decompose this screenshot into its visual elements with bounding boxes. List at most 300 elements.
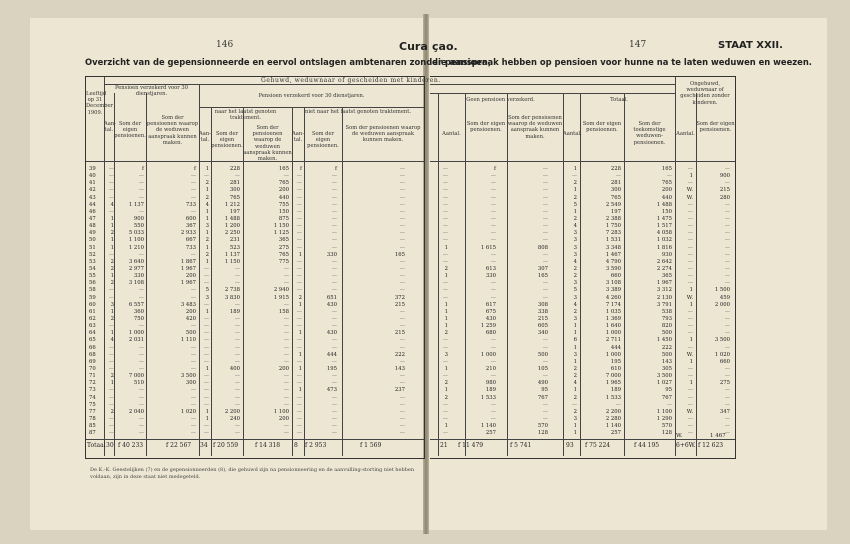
table-cell: 280 (719, 194, 730, 201)
table-cell: 200 (661, 187, 672, 194)
table-cell: 2 711 (605, 337, 621, 344)
table-cell: 500 (537, 351, 548, 358)
table-cell: — (138, 251, 144, 258)
table-cell: 215 (537, 315, 548, 322)
table-cell: — (490, 344, 496, 351)
table-cell: — (331, 323, 337, 330)
table-cell: 4 (573, 223, 577, 230)
table-cell: — (108, 173, 114, 180)
table-cell: 4 (573, 258, 577, 265)
left-page-number: 146 (216, 40, 234, 50)
no-pension-header: Geen pensioen verzekerd. (466, 97, 535, 103)
table-cell: — (234, 344, 240, 351)
table-cell: — (296, 173, 302, 180)
table-cell: — (234, 273, 240, 280)
table-cell: 2 250 (224, 230, 240, 237)
table-cell: — (108, 187, 114, 194)
table-cell: 1 967 (656, 280, 672, 287)
table-cell: — (687, 258, 693, 265)
table-cell: 523 (229, 244, 240, 251)
table-cell: 1 (205, 415, 209, 422)
table-cell: 767 (537, 394, 548, 401)
table-cell: 400 (229, 365, 240, 372)
table-cell: — (399, 337, 405, 344)
c-own-column (305, 167, 337, 438)
table-cell: 197 (610, 208, 621, 215)
table-cell: — (542, 208, 548, 215)
table-cell: 1 290 (656, 415, 672, 422)
table-cell: 750 (133, 315, 144, 322)
table-cell: — (138, 194, 144, 201)
table-cell: 1 (110, 380, 114, 387)
table-cell: 660 (719, 358, 730, 365)
table-cell: 2 933 (180, 230, 196, 237)
table-cell: — (331, 337, 337, 344)
title-right-part: çao. (432, 40, 458, 53)
table-cell: 2 642 (656, 258, 672, 265)
table-cell: — (203, 394, 209, 401)
table-cell: 1 (573, 208, 577, 215)
table-cell: — (331, 430, 337, 437)
table-cell: 1 (205, 365, 209, 372)
table-cell: 66 (89, 344, 96, 351)
table-cell: 875 (278, 215, 289, 222)
table-cell: 165 (661, 166, 672, 172)
table-cell: 43 (89, 194, 96, 201)
table-cell: 2 000 (714, 301, 730, 308)
table-cell: — (296, 194, 302, 201)
table-cell: 765 (661, 180, 672, 187)
table-cell: 1 (205, 308, 209, 315)
table-cell: — (442, 201, 448, 208)
table-cell: 231 (229, 237, 240, 244)
table-cell: 2 130 (656, 294, 672, 301)
table-cell: 733 (185, 244, 196, 251)
table-cell: 59 (89, 294, 96, 301)
table-cell: — (331, 194, 337, 201)
table-cell: — (542, 173, 548, 180)
table-cell: 360 (133, 308, 144, 315)
table-cell: — (234, 358, 240, 365)
table-cell: — (234, 280, 240, 287)
table-cell: 1 (205, 244, 209, 251)
table-cell: — (283, 423, 289, 430)
table-cell: 2 031 (128, 337, 144, 344)
table-cell: 900 (719, 173, 730, 180)
table-cell: — (190, 430, 196, 437)
table-cell: — (108, 401, 114, 408)
table-cell: — (724, 373, 730, 380)
table-cell: 47 (89, 215, 96, 222)
table-cell: — (490, 294, 496, 301)
table-cell: 7 000 (128, 373, 144, 380)
table-cell: — (687, 230, 693, 237)
table-cell: 793 (661, 315, 672, 322)
table-cell: — (724, 394, 730, 401)
table-cell: 3 108 (605, 280, 621, 287)
table-cell: — (138, 173, 144, 180)
table-cell: 281 (229, 180, 240, 187)
table-cell: — (331, 215, 337, 222)
table-cell: — (283, 430, 289, 437)
table-cell: 200 (278, 365, 289, 372)
table-cell: 1 369 (605, 315, 621, 322)
table-cell: — (399, 323, 405, 330)
table-cell: — (283, 273, 289, 280)
table-cell: — (296, 401, 302, 408)
table-cell: — (724, 308, 730, 315)
table-cell: — (203, 330, 209, 337)
table-cell: 228 (610, 166, 621, 172)
u-count-column (679, 167, 693, 438)
table-cell: — (399, 223, 405, 230)
table-cell: — (615, 173, 621, 180)
table-cell: — (442, 237, 448, 244)
table-cell: 1 (444, 308, 448, 315)
table-cell: 72 (89, 380, 96, 387)
table-cell: 365 (278, 237, 289, 244)
table-cell: 1 035 (605, 308, 621, 315)
table-cell: 610 (610, 365, 621, 372)
table-cell: 1 867 (180, 258, 196, 265)
total-c-own: f 2 953 (305, 442, 327, 449)
table-cell: — (490, 180, 496, 187)
table-cell: 4 (573, 301, 577, 308)
table-cell: 58 (89, 287, 96, 294)
table-cell: — (283, 315, 289, 322)
table-cell: 1 137 (224, 251, 240, 258)
table-cell: W. (686, 187, 693, 194)
table-cell: 1 967 (180, 265, 196, 272)
table-cell: — (687, 315, 693, 322)
table-cell: — (490, 215, 496, 222)
table-cell: — (331, 280, 337, 287)
table-cell: — (296, 415, 302, 422)
table-cell: 39 (89, 166, 96, 172)
table-cell: 500 (661, 330, 672, 337)
table-cell: 189 (485, 387, 496, 394)
table-cell: 305 (661, 365, 672, 372)
table-cell: — (490, 251, 496, 258)
table-cell: 3 (444, 351, 448, 358)
table-cell: — (108, 387, 114, 394)
table-cell: — (724, 265, 730, 272)
table-cell: — (203, 265, 209, 272)
table-cell: — (724, 387, 730, 394)
d-widow-column (500, 167, 548, 438)
table-cell: 1 (689, 380, 693, 387)
table-cell: 74 (89, 394, 96, 401)
table-cell: 40 (89, 173, 96, 180)
own-pension-header: Som der eigen pensioenen. (307, 131, 339, 150)
table-cell: — (283, 173, 289, 180)
table-cell: — (296, 323, 302, 330)
table-cell: — (296, 358, 302, 365)
table-cell: — (203, 344, 209, 351)
table-cell: 63 (89, 323, 96, 330)
table-cell: 1 533 (480, 394, 496, 401)
table-cell: — (331, 401, 337, 408)
table-cell: — (687, 166, 693, 172)
table-cell: — (283, 301, 289, 308)
table-cell: — (296, 408, 302, 415)
table-cell: 3 830 (224, 294, 240, 301)
table-cell: — (724, 315, 730, 322)
table-cell: — (331, 244, 337, 251)
table-cell: — (399, 423, 405, 430)
table-cell: — (542, 401, 548, 408)
table-cell: — (666, 401, 672, 408)
not-salary-based-header: niet naar het laatst genoten traktement. (305, 109, 411, 115)
table-cell: 1 000 (480, 351, 496, 358)
table-cell: — (331, 173, 337, 180)
table-cell: 1 000 (605, 330, 621, 337)
table-cell: — (203, 173, 209, 180)
table-cell: — (399, 344, 405, 351)
table-cell: 1 (444, 323, 448, 330)
table-cell: 1 467 (605, 251, 621, 258)
table-cell: 6 (573, 337, 577, 344)
table-cell: 52 (89, 251, 96, 258)
table-cell: 1 (298, 351, 302, 358)
table-cell: — (490, 280, 496, 287)
table-cell: 372 (394, 294, 405, 301)
table-cell: 1 (205, 258, 209, 265)
table-cell: 1 (110, 237, 114, 244)
table-cell: 50 (89, 237, 96, 244)
table-cell: 613 (485, 265, 496, 272)
table-cell: 3 500 (656, 373, 672, 380)
table-cell: — (331, 423, 337, 430)
table-cell: — (234, 173, 240, 180)
table-cell: — (724, 166, 730, 172)
table-cell: — (399, 408, 405, 415)
table-cell: — (190, 423, 196, 430)
table-cell: 200 (185, 308, 196, 315)
t-widow-column (632, 167, 672, 438)
table-cell: — (190, 187, 196, 194)
table-cell: 473 (326, 387, 337, 394)
table-cell: — (724, 251, 730, 258)
table-cell: — (283, 394, 289, 401)
table-cell: 257 (610, 430, 621, 437)
table-cell: 1 259 (480, 323, 496, 330)
table-cell: — (108, 294, 114, 301)
table-cell: — (724, 237, 730, 244)
table-cell: — (108, 251, 114, 258)
table-cell: — (687, 273, 693, 280)
table-cell: — (724, 430, 730, 437)
a-widow-column (150, 167, 196, 438)
table-cell: 3 348 (605, 244, 621, 251)
table-cell: 275 (719, 380, 730, 387)
table-cell: 2 (573, 373, 577, 380)
table-cell: — (687, 215, 693, 222)
table-cell: — (283, 373, 289, 380)
table-cell: — (203, 380, 209, 387)
subtitle-right: die aanspraak hebben op pensioen voor hunne na te laten weduwen en weezen. (432, 57, 812, 67)
table-cell: 1 140 (605, 423, 621, 430)
table-cell: — (296, 180, 302, 187)
table-cell: — (399, 280, 405, 287)
table-cell: — (724, 365, 730, 372)
table-cell: 1 615 (480, 244, 496, 251)
table-cell: — (399, 215, 405, 222)
table-cell: — (490, 230, 496, 237)
table-cell: — (203, 351, 209, 358)
table-cell: — (283, 330, 289, 337)
age-column-header: Leeftijd op 31 December 1909. (86, 91, 113, 116)
table-cell: — (724, 280, 730, 287)
table-cell: W. (686, 294, 693, 301)
u-own-column (698, 167, 730, 438)
table-cell: 3 (573, 351, 577, 358)
table-cell: — (687, 394, 693, 401)
table-cell: — (490, 287, 496, 294)
table-cell: 1 (573, 187, 577, 194)
table-cell: 195 (326, 365, 337, 372)
table-cell: — (283, 344, 289, 351)
table-cell: — (442, 230, 448, 237)
own-pension-header: Som der eigen pensioenen. (211, 131, 243, 150)
table-cell: — (108, 423, 114, 430)
count-header: Aan-tal. (104, 121, 116, 134)
table-cell: 1 100 (656, 408, 672, 415)
table-cell: — (108, 351, 114, 358)
table-cell: 500 (185, 330, 196, 337)
table-cell: — (490, 373, 496, 380)
table-cell: 2 (444, 380, 448, 387)
table-cell: 308 (537, 301, 548, 308)
table-cell: — (687, 308, 693, 315)
table-cell: — (542, 358, 548, 365)
table-cell: 444 (610, 344, 621, 351)
table-cell: 1 (110, 215, 114, 222)
table-cell: — (399, 308, 405, 315)
table-cell: 1 (298, 387, 302, 394)
table-cell: 1 (444, 423, 448, 430)
table-cell: 1 (689, 358, 693, 365)
table-cell: 71 (89, 373, 96, 380)
table-cell: — (108, 344, 114, 351)
table-cell: — (234, 423, 240, 430)
table-cell: 55 (89, 273, 96, 280)
table-cell: — (542, 251, 548, 258)
table-cell: 3 (573, 415, 577, 422)
table-cell: 775 (278, 258, 289, 265)
table-cell: 300 (610, 187, 621, 194)
table-cell: — (442, 208, 448, 215)
table-cell: — (331, 208, 337, 215)
table-cell: 5 (573, 287, 577, 294)
table-cell: 2 200 (224, 408, 240, 415)
table-cell: — (296, 280, 302, 287)
table-cell: — (399, 258, 405, 265)
table-cell: — (296, 244, 302, 251)
table-cell: — (399, 394, 405, 401)
table-cell: 2 (573, 365, 577, 372)
table-cell: — (542, 166, 548, 172)
table-cell: — (283, 265, 289, 272)
table-cell: 1 (573, 423, 577, 430)
table-cell: 330 (326, 251, 337, 258)
table-cell: — (234, 330, 240, 337)
d-own-column (460, 167, 496, 438)
table-cell: 1 915 (273, 294, 289, 301)
table-cell: 2 (573, 194, 577, 201)
a-count-column (104, 167, 114, 438)
table-cell: 7 174 (605, 301, 621, 308)
table-cell: — (234, 351, 240, 358)
table-cell: — (399, 373, 405, 380)
table-cell: — (283, 280, 289, 287)
table-cell: 1 (689, 173, 693, 180)
table-cell: 1 475 (656, 215, 672, 222)
table-cell: — (190, 351, 196, 358)
table-cell: 215 (394, 330, 405, 337)
table-cell: 53 (89, 258, 96, 265)
table-cell: — (331, 358, 337, 365)
table-cell: 1 137 (128, 201, 144, 208)
table-cell: 2 (444, 394, 448, 401)
table-cell: 1 965 (605, 380, 621, 387)
table-cell: 444 (326, 351, 337, 358)
table-cell: — (296, 265, 302, 272)
table-cell: 5 033 (128, 230, 144, 237)
table-cell: 49 (89, 230, 96, 237)
table-cell: 440 (661, 194, 672, 201)
table-cell: f (494, 166, 496, 172)
table-cell: — (138, 401, 144, 408)
total-b-count: 34 (200, 442, 208, 449)
table-cell: — (331, 408, 337, 415)
table-cell: 1 (689, 287, 693, 294)
table-cell: 3 (573, 294, 577, 301)
table-cell: — (490, 415, 496, 422)
table-cell: 5 (205, 287, 209, 294)
table-cell: — (138, 430, 144, 437)
table-cell: 765 (610, 194, 621, 201)
table-cell: 165 (394, 251, 405, 258)
table-cell: — (203, 323, 209, 330)
table-cell: 820 (661, 323, 672, 330)
table-cell: 3 (573, 280, 577, 287)
table-cell: — (442, 258, 448, 265)
table-cell: — (399, 173, 405, 180)
table-cell: — (724, 273, 730, 280)
total-b-own: f 20 559 (213, 442, 239, 449)
table-cell: 4 790 (605, 258, 621, 265)
table-cell: — (490, 408, 496, 415)
table-cell: — (442, 251, 448, 258)
table-cell: 150 (661, 208, 672, 215)
table-cell: 510 (133, 380, 144, 387)
table-cell: — (490, 201, 496, 208)
table-cell: — (203, 315, 209, 322)
table-cell: 2 (110, 280, 114, 287)
table-cell: 2 (573, 408, 577, 415)
table-cell: 2 (110, 265, 114, 272)
table-cell: 1 (444, 273, 448, 280)
table-cell: 660 (610, 273, 621, 280)
table-cell: — (542, 373, 548, 380)
table-cell: — (331, 315, 337, 322)
table-cell: — (442, 408, 448, 415)
table-cell: 1 (205, 408, 209, 415)
table-cell: 210 (485, 365, 496, 372)
table-cell: — (399, 287, 405, 294)
table-cell: 1 150 (224, 258, 240, 265)
